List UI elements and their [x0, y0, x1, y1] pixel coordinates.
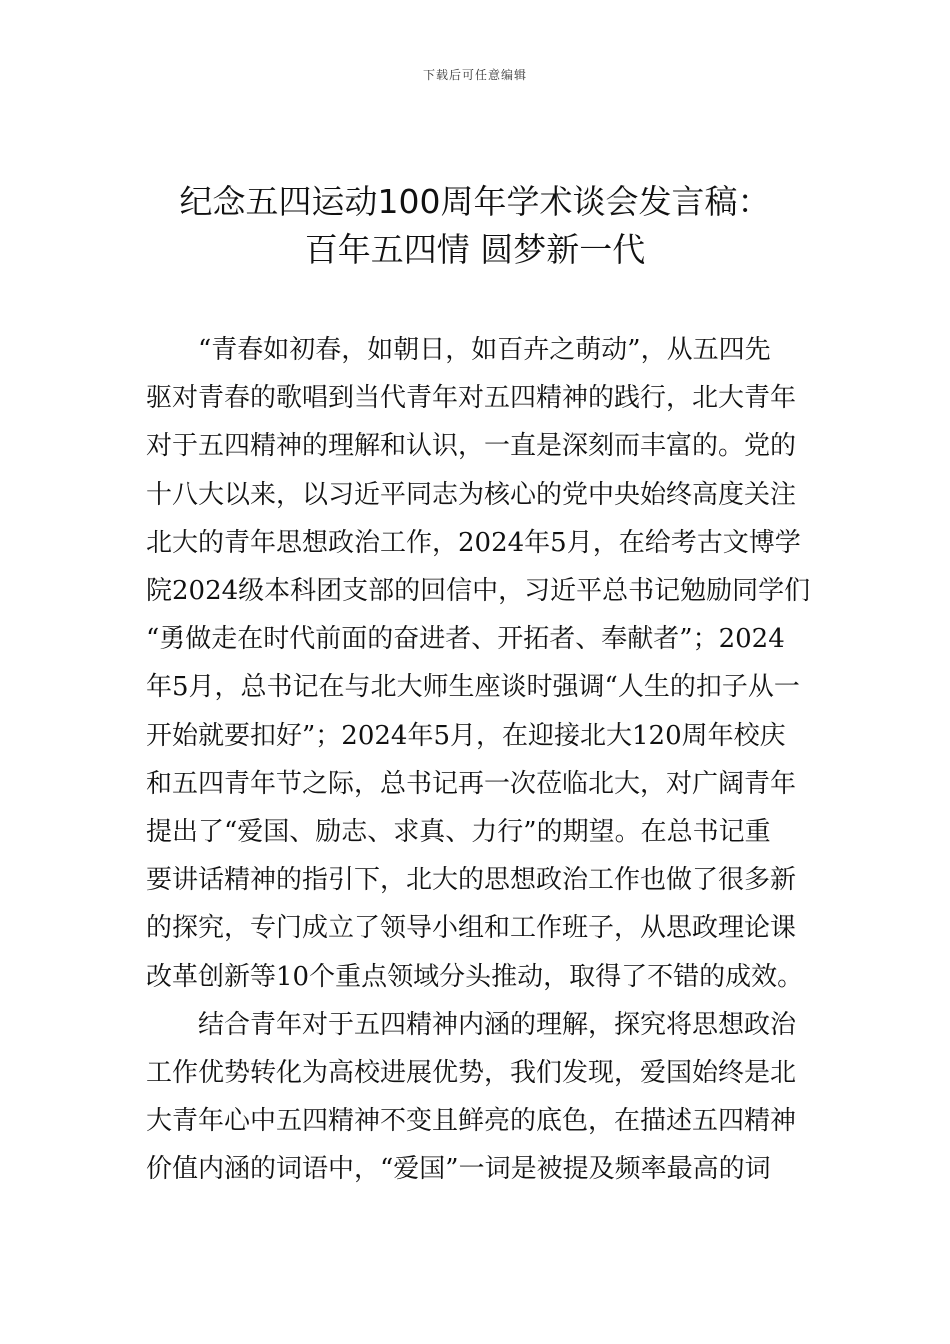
paragraph-1 [146, 326, 810, 1001]
text-line: “勇做走在时代前面的奋进者、开拓者、奉献者”；2024 [146, 624, 785, 655]
title-line-1: 纪念五四运动100周年学术谈会发言稿： [179, 182, 771, 221]
text-line: 北大的青年思想政治工作，2024年5月，在给考古文博学 [146, 527, 801, 558]
text-line: 和五四青年节之际，总书记再一次莅临北大，对广阔青年 [146, 768, 797, 799]
text-line: 的探究，专门成立了领导小组和工作班子，从思政理论课 [146, 913, 797, 944]
text-line: 驱对青春的歌唱到当代青年对五四精神的践行，北大青年 [146, 383, 797, 414]
text-line: 工作优势转化为高校进展优势，我们发现，爱国始终是北 [146, 1058, 797, 1089]
paragraph-2 [146, 1001, 810, 1194]
body-text [146, 326, 810, 1194]
header-note: 下载后可任意编辑 [422, 68, 527, 82]
text-line: 大青年心中五四精神不变且鲜亮的底色，在描述五四精神 [146, 1106, 797, 1137]
text-line: 结合青年对于五四精神内涵的理解，探究将思想政治 [198, 1009, 797, 1040]
title-line-2: 百年五四情 圆梦新一代 [304, 230, 646, 269]
document-title [100, 178, 850, 274]
text-line: 提出了“爱国、励志、求真、力行”的期望。在总书记重 [146, 817, 771, 848]
text-line: 要讲话精神的指引下，北大的思想政治工作也做了很多新 [146, 865, 797, 896]
text-line: 价值内涵的词语中，“爱国”一词是被提及频率最高的词 [146, 1154, 771, 1185]
text-line: 改革创新等10个重点领域分头推动，取得了不错的成效。 [146, 961, 804, 992]
text-line: 十八大以来，以习近平同志为核心的党中央始终高度关注 [146, 479, 797, 510]
text-line: 开始就要扣好”；2024年5月，在迎接北大120周年校庆 [146, 720, 786, 751]
text-line: 对于五四精神的理解和认识，一直是深刻而丰富的。党的 [146, 431, 797, 462]
text-line: “青春如初春，如朝日，如百卉之萌动”，从五四先 [198, 335, 771, 365]
text-line: 年5月，总书记在与北大师生座谈时强调“人生的扣子从一 [146, 672, 800, 703]
text-line: 院2024级本科团支部的回信中，习近平总书记勉励同学们 [146, 576, 811, 607]
